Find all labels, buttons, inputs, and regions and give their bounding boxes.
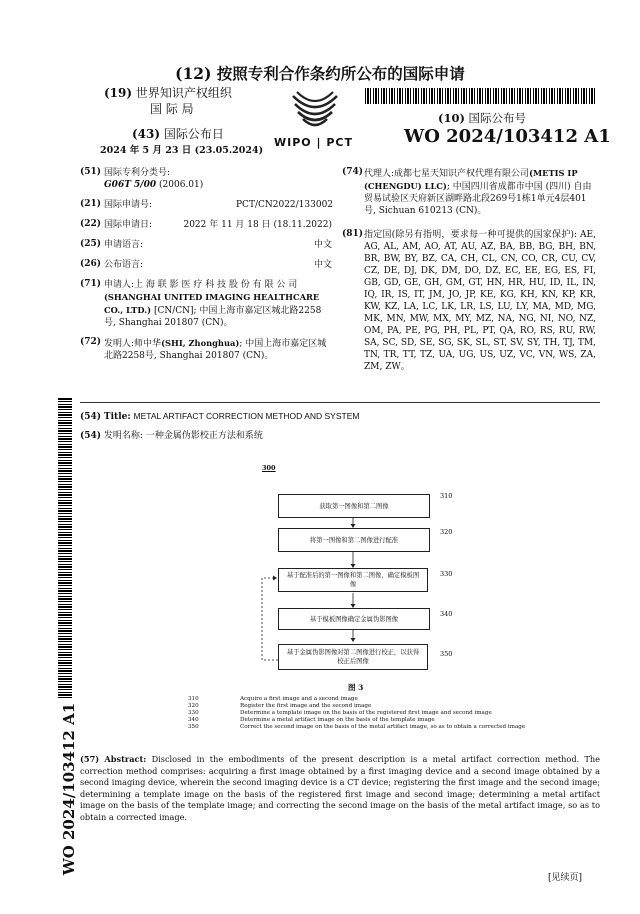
legend-num-340: 340 [188,717,199,723]
flow-step-320-text: 将第一图像和第二图像进行配准 [309,536,399,544]
pubno-label-block [438,110,526,126]
field-code-25: (25) [80,239,102,249]
states-list: (除另有指明，要求每一种可提供的国家保护): AE, AG, AL, AM, AO, AT, AU, AZ, BA, BB, BG, BH, BN, BR, BW, BY, BZ, CA, CH, CL, CN, CO, CR, CU, CV, CZ, DE, DJ, DK, DM, DO, DZ, EC, EE, EG, ES, FI, GB, GD, GE, GH, GM, GT, HN, HR, HU, ID, IL, IN, IQ, IR, IS, IT, JM, JO, JP, KE, KG, KH, KN, KP, KR, KW, KZ, LA, LC, LK, LR, LS, LU, LY, MA, MD, MG, MK, MN, MW, MX, MY, MZ, NA, NG, NI, NO, NZ, OM, PA, PE, PG, PH, PL, PT, QA, RO, RS, RU, RW, SA, SC, SD, SE, SG, SK, SL, ST, SV, SY, TH, TJ, TM, TN, TR, TT, TZ, UA, UG, US, UZ, VC, VN, WS, ZA, ZM, ZW。 [364,230,596,372]
step-num-350: 350 [440,650,453,658]
field-code-72: (72) [80,337,102,347]
pubdate-label-block [132,125,224,142]
title-cn-code: (54) [80,431,102,441]
field-code-71: (71) [80,279,102,289]
flow-step-350-text: 基于金属伪影图像对第二图像进行校正，以获得校正后图像 [286,649,420,665]
step-num-340: 340 [440,610,453,618]
agent-address: ; 中国四川省成都市中国 (四川) 自由贸易试验区天府新区湖畔路北段269号1栋1单元4层401号, Sichuan 610213 (CN)。 [364,182,592,216]
title-en-block [80,410,359,423]
field-value-22: 2022 年 11 月 18 日 (18.11.2022) [183,220,332,230]
applicant-cn: 上 海 联 影 医 疗 科 技 股 份 有 限 公 司 [134,280,298,290]
abstract-code: (57) [80,754,100,764]
inventor-cn: 师中华 [134,339,162,349]
continued-note: [见续页] [548,873,583,883]
barcode-icon [365,88,595,104]
applicant-label: 申请人: [104,280,135,290]
pubno-value: WO 2024/103412 A1 [404,126,611,147]
inventor-label: 发明人: [104,339,135,349]
org-sub: 国 际 局 [150,102,194,116]
figure-caption: 图 3 [348,683,364,692]
vertical-barcode-icon [58,398,72,698]
field-label-51: 国际专利分类号: [104,168,171,178]
field-code-74: (74) [342,167,364,177]
inventor-address: ; 中国上海市嘉定区城北路2258号, Shanghai 201807 (CN)。 [104,339,327,361]
inventor-en: (SHI, Zhonghua) [161,338,240,348]
field-label-25: 申请语言: [104,240,144,250]
field-code-51: (51) [80,167,102,177]
abstract-text: Disclosed in the embodiments of the present description is a metal artifact correction method. The correction method comprises: acquiring a first image obtained by a first imaging device and a second image obtained by a second imaging device, wherein the second imaging device is a CT device; registering the first image and the second image; determining a template image on the basis of the registered first image and second image; determining a metal artifact image on the basis of the template image; and correcting the second image on the basis of the metal artifact image, so as to obtain a corrected image. [80,754,601,822]
title-cn-value: 一种金属伪影校正方法和系统 [145,431,263,441]
ipc-value [104,179,203,191]
flow-step-310-text: 获取第一图像和第二图像 [319,502,389,510]
agent-en: (METIS IP (CHENGDU) LLC) [364,168,578,191]
pubno-code: (10) [438,111,465,125]
title-en-value: METAL ARTIFACT CORRECTION METHOD AND SYSTEM [133,411,360,421]
title-cn-block [80,430,263,442]
inventor-block [104,337,332,362]
field-label-22: 国际申请日: [104,220,153,230]
title-en-label: Title: [103,412,131,422]
flow-step-330 [278,568,428,592]
abstract-block [80,754,600,823]
legend-text-310: Acquire a first image and a second image [240,696,358,702]
field-label-26: 公布语言: [104,260,144,270]
title-cn-label: 发明名称: [103,431,143,441]
wipo-pct-label: WIPO | PCT [274,136,353,149]
step-num-330: 330 [440,570,453,578]
field-label-21: 国际申请号: [104,200,153,210]
pubno-label: 国际公布号 [468,111,527,125]
org-block [104,84,264,101]
section-divider [80,402,600,403]
states-label: 指定国 [364,230,392,240]
applicant-address: [CN/CN]; 中国上海市嘉定区城北路2258号, Shanghai 201807 (CN)。 [104,306,322,328]
wipo-logo-icon [287,88,343,134]
title-en-code: (54) [80,412,102,422]
legend-text-340: Determine a metal artifact image on the basis of the template image [240,717,435,723]
org-code: (19) [104,86,133,100]
legend-num-320: 320 [188,703,199,709]
org-name: 世界知识产权组织 [135,86,232,100]
figure-ref: 300 [262,464,276,472]
agent-cn: 成都七星天知识产权代理有限公司 [394,169,530,179]
abstract-label: Abstract: [104,754,147,764]
flow-step-320 [278,528,430,552]
document-title: (12) 按照专利合作条约所公布的国际申请 [175,64,465,83]
flow-step-340 [278,608,430,630]
field-code-81: (81) [342,229,364,239]
agent-block [364,167,596,217]
step-num-310: 310 [440,492,453,500]
step-num-320: 320 [440,528,453,536]
pubdate-code: (43) [132,127,161,141]
legend-num-330: 330 [188,710,199,716]
legend-text-350: Correct the second image on the basis of the metal artifact image, so as to obtain a corrected image [240,724,526,730]
field-code-26: (26) [80,259,102,269]
legend-text-330: Determine a template image on the basis of the registered first image and second image [240,710,492,716]
field-value-21: PCT/CN2022/133002 [236,200,334,210]
flow-step-350 [278,644,428,670]
flow-step-340-text: 基于模板图像确定金属伪影图像 [309,615,399,623]
pubdate-value: 2024 年 5 月 23 日 (23.05.2024) [100,145,264,156]
ipc-year: (2006.01) [159,180,204,190]
legend-num-310: 310 [188,696,199,702]
flow-step-330-text: 基于配准后的第一图像和第二图像，确定模板图像 [286,572,420,588]
legend-text-320: Register the first image and the second image [240,703,372,709]
field-code-21: (21) [80,199,102,209]
applicant-block [104,279,332,329]
field-value-26: 中文 [313,260,332,270]
pubdate-label: 国际公布日 [163,127,224,141]
flow-step-310 [278,494,430,518]
agent-label: 代理人: [364,169,395,179]
ipc-code: G06T 5/00 [104,180,157,190]
field-code-22: (22) [80,219,102,229]
legend-num-350: 350 [188,724,199,730]
designated-states-block [364,229,596,373]
applicant-en: (SHANGHAI UNITED IMAGING HEALTHCARE CO., LTD.) [104,292,320,315]
side-pubno: WO 2024/103412 A1 [60,702,78,876]
field-value-25: 中文 [313,240,332,250]
